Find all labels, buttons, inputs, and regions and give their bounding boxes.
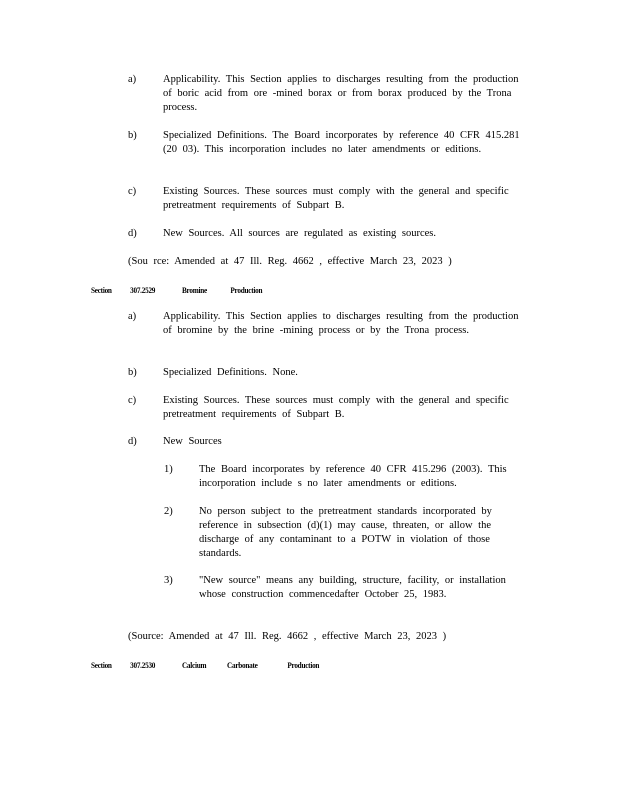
item-text: New Sources. All sources are regulated as existing sources.	[163, 228, 437, 239]
item-label: d)	[128, 228, 137, 239]
item-label: a)	[128, 74, 137, 85]
item-text: New Sources	[163, 436, 222, 447]
item-text: Applicability. This Section applies to discharges resulting from the production of boric acid from ore -mined borax or from borax produced by the Trona process.	[163, 74, 519, 113]
source-note: (Sou rce: Amended at 47 Ill. Reg. 4662 , effective March 23, 2023 )	[128, 256, 452, 267]
section-title-word: Production	[287, 660, 320, 670]
item-label: 1)	[164, 464, 173, 475]
item-label: 3)	[164, 575, 173, 586]
section-title-word: Carbonate	[227, 660, 258, 670]
item-text: Specialized Definitions. None.	[163, 367, 298, 378]
item-label: c)	[128, 186, 137, 197]
section-number: 307.2529	[130, 285, 156, 295]
item-text: No person subject to the pretreatment standards incorporated by reference in subsection (d)(1) may cause, threaten, or allow the discharge of any contaminant to a POTW in violation of those standards.	[199, 506, 492, 559]
section-word: Section	[91, 660, 112, 670]
item-label: a)	[128, 311, 137, 322]
item-text: Existing Sources. These sources must comply with the general and specific pretreatment requirements of Subpart B.	[163, 395, 509, 420]
section-number: 307.2530	[130, 660, 156, 670]
section-title-word: Calcium	[181, 660, 207, 670]
section-word: Section	[91, 285, 112, 295]
item-text: The Board incorporates by reference 40 CFR 415.296 (2003). This incorporation include s no later amendments or editions.	[199, 464, 507, 489]
section-title-word: Production	[230, 285, 263, 295]
item-text: Specialized Definitions. The Board incorporates by reference 40 CFR 415.281 (20 03). This incorporation includes no later amendments or editions.	[163, 130, 520, 155]
item-label: c)	[128, 395, 137, 406]
item-label: b)	[128, 367, 137, 378]
item-label: 2)	[164, 506, 173, 517]
section-title-word: Bromine	[181, 285, 207, 295]
item-text: "New source" means any building, structure, facility, or installation whose construction commencedafter October 25, 1983.	[199, 575, 506, 600]
item-text: Applicability. This Section applies to discharges resulting from the production of bromine by the brine -mining process or by the Trona process.	[163, 311, 519, 336]
item-label: b)	[128, 130, 137, 141]
item-text: Existing Sources. These sources must comply with the general and specific pretreatment requirements of Subpart B.	[163, 186, 509, 211]
item-label: d)	[128, 436, 137, 447]
source-note: (Source: Amended at 47 Ill. Reg. 4662 , effective March 23, 2023 )	[128, 631, 447, 642]
